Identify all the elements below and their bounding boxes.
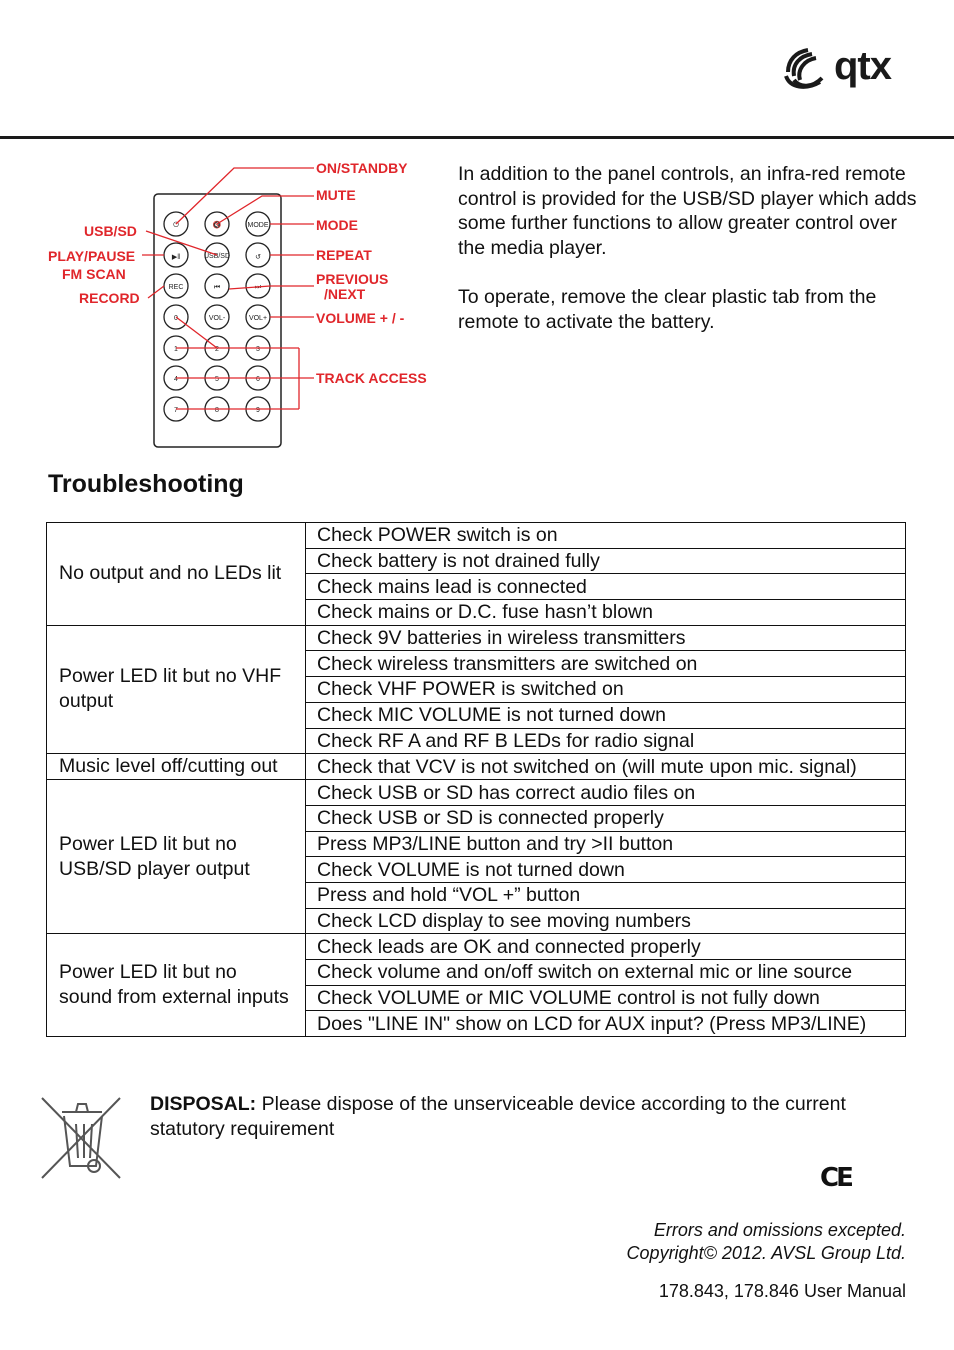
problem-cell: Power LED lit but no USB/SD player output [47,780,306,934]
fix-cell: Check mains lead is connected [306,574,906,600]
problem-cell: Power LED lit but no VHF output [47,625,306,753]
vol-minus-key: VOL- [208,315,226,322]
table-row [47,780,906,806]
fix-cell: Check USB or SD is connected properly [306,805,906,831]
fix-cell: Does "LINE IN" show on LCD for AUX input? (Press MP3/LINE) [306,1011,906,1037]
digit-key: 1 [174,346,178,353]
intro-paragraph: To operate, remove the clear plastic tab from the remote to activate the battery. [458,286,877,333]
brand-name: qtx [834,44,891,88]
digit-key: 3 [256,346,260,353]
label-previous: PREVIOUS [316,271,389,287]
fix-cell: Check VHF POWER is switched on [306,677,906,703]
fix-cell: Check mains or D.C. fuse hasn’t blown [306,600,906,626]
fix-cell: Check wireless transmitters are switched on [306,651,906,677]
fix-cell: Check POWER switch is on [306,523,906,549]
play-pause-icon: ▶‖ [171,254,181,261]
mute-icon: 🔇 [212,222,222,229]
label-repeat: REPEAT [316,247,372,263]
vol-plus-key: VOL+ [248,315,268,322]
fix-cell: Press and hold “VOL +” button [306,882,906,908]
disposal-text: Please dispose of the unserviceable device according to the current statutory requirement [150,1093,846,1140]
digit-key: 4 [174,376,178,383]
fix-cell: Check VOLUME or MIC VOLUME control is not fully down [306,985,906,1011]
digit-key: 6 [256,376,260,383]
copyright-note: Copyright© 2012. AVSL Group Ltd. [626,1243,906,1263]
crossed-out-bin-icon [38,1090,126,1182]
label-mode: MODE [316,217,358,233]
fix-cell: Check USB or SD has correct audio files on [306,780,906,806]
table-row [47,754,906,780]
troubleshooting-table [46,522,906,1037]
digit-key: 8 [215,407,219,414]
label-mute: MUTE [316,187,356,203]
next-icon: ⏭ [254,284,262,291]
intro-text [458,162,918,359]
label-next: /NEXT [324,286,366,302]
label-fm-scan: FM SCAN [62,266,126,282]
digit-key: 9 [256,407,260,414]
label-usbsd: USB/SD [84,223,137,239]
problem-cell: Music level off/cutting out [47,754,306,780]
disposal-label: DISPOSAL: [150,1093,257,1115]
manual-reference: 178.843, 178.846 User Manual [658,1281,906,1301]
disposal-note [150,1092,910,1141]
power-icon: ⏻ [173,222,179,229]
problem-cell: No output and no LEDs lit [47,523,306,626]
label-volume: VOLUME + / - [316,310,405,326]
usbsd-key: USB/SD [203,253,231,260]
header-rule [0,136,954,139]
label-track-access: TRACK ACCESS [316,370,427,386]
previous-icon: ⏮ [213,284,221,291]
intro-paragraph: In addition to the panel controls, an infra-red remote control is provided for the USB/SD player which adds some further functions to allow greater control over the media player. [458,163,917,259]
errors-note: Errors and omissions excepted. [653,1220,906,1240]
table-row [47,523,906,549]
fix-cell: Check battery is not drained fully [306,548,906,574]
table-row [47,934,906,960]
remote-control-diagram [44,152,444,452]
fix-cell: Check LCD display to see moving numbers [306,908,906,934]
label-play-pause: PLAY/PAUSE [48,248,136,264]
ce-mark: CE [820,1163,851,1193]
fix-cell: Check RF A and RF B LEDs for radio signal [306,728,906,754]
fix-cell: Check volume and on/off switch on external mic or line source [306,960,906,986]
fix-cell: Check leads are OK and connected properly [306,934,906,960]
fix-cell: Check MIC VOLUME is not turned down [306,702,906,728]
label-on-standby: ON/STANDBY [316,160,408,176]
fix-cell: Check that VCV is not switched on (will mute upon mic. signal) [306,754,906,780]
digit-key: 2 [215,346,219,353]
label-record: RECORD [79,290,140,306]
problem-cell: Power LED lit but no sound from external inputs [47,934,306,1037]
rec-key: REC [168,284,184,291]
section-title: Troubleshooting [48,470,244,498]
repeat-icon: ↺ [255,254,261,261]
digit-key: 0 [174,315,178,322]
digit-key: 7 [174,407,178,414]
fix-cell: Press MP3/LINE button and try >II button [306,831,906,857]
fix-cell: Check VOLUME is not turned down [306,857,906,883]
digit-key: 5 [215,376,219,383]
table-row [47,625,906,651]
fix-cell: Check 9V batteries in wireless transmitters [306,625,906,651]
mode-key: MODE [247,222,269,229]
